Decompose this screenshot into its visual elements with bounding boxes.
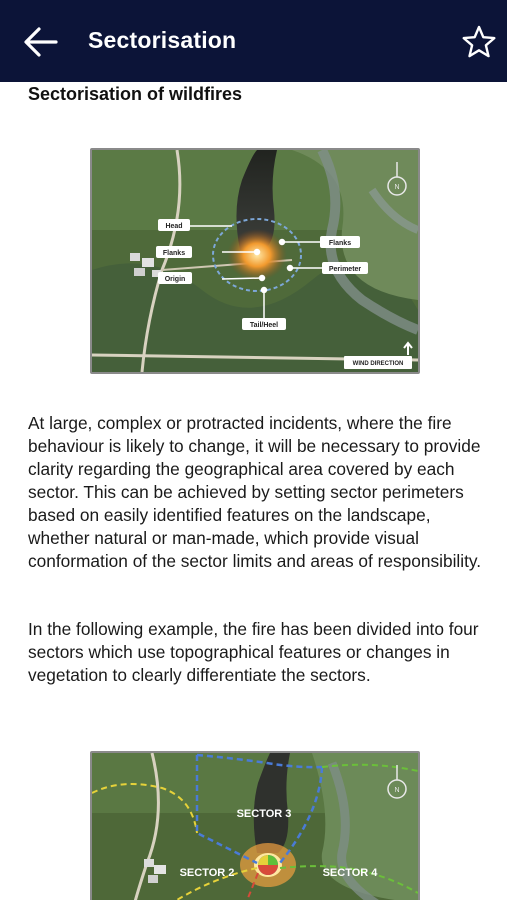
wildfire-anatomy-image bbox=[90, 148, 420, 374]
page-title: Sectorisation bbox=[88, 27, 237, 53]
label-tail-heel: Tail/Heel bbox=[249, 322, 279, 329]
section-heading: Sectorisation of wildfires bbox=[28, 84, 243, 104]
favorite-button[interactable] bbox=[461, 24, 497, 60]
star-outline-icon bbox=[461, 24, 497, 60]
label-sector-4: SECTOR 4 bbox=[322, 867, 378, 879]
body-paragraph-1: At large, complex or protracted incidents, where the fire behaviour is likely to change, it will be necessary to provide clarity regarding the geographical area covered by each sector. This can be achieved by setting sector perimeters based on easily identified features on the landscape, whether natural or man-made, which provide visual conformation of the sector limits and areas of responsibility. bbox=[28, 413, 482, 571]
label-origin: Origin bbox=[164, 276, 186, 283]
compass-letter: N bbox=[394, 184, 400, 191]
label-flanks-right: Flanks bbox=[328, 240, 352, 247]
label-flanks-left: Flanks bbox=[162, 250, 186, 257]
compass-letter-2: N bbox=[394, 787, 400, 794]
label-head: Head bbox=[165, 223, 183, 230]
back-button[interactable] bbox=[22, 26, 60, 58]
fire-sectors-image bbox=[90, 751, 420, 900]
label-wind-direction: WIND DIRECTION bbox=[352, 361, 404, 367]
app-bar bbox=[0, 0, 507, 82]
label-sector-3: SECTOR 3 bbox=[236, 808, 292, 820]
label-sector-2: SECTOR 2 bbox=[179, 867, 235, 879]
body-paragraph-2: In the following example, the fire has been divided into four sectors which use topographical features or changes in vegetation to clearly differentiate the sectors. bbox=[28, 619, 479, 685]
arrow-left-icon bbox=[22, 26, 60, 58]
label-perimeter: Perimeter bbox=[328, 266, 362, 273]
